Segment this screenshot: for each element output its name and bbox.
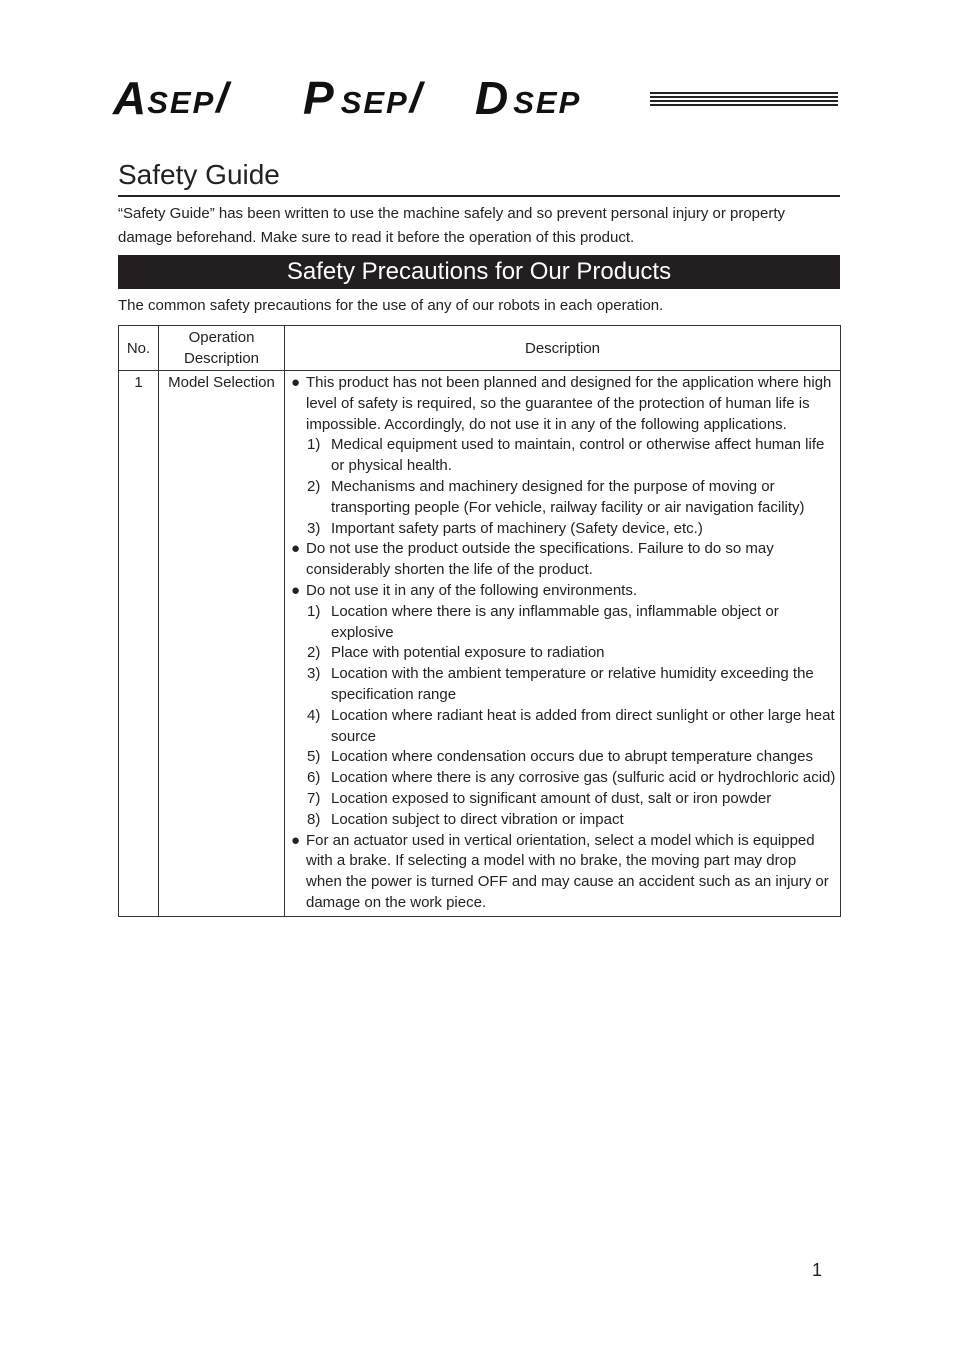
common-precautions-text: The common safety precautions for the use of any of our robots in each operation.	[118, 297, 664, 314]
row-operation: Model Selection	[159, 371, 285, 917]
page-title: Safety Guide	[118, 156, 840, 197]
list-item-text: Mechanisms and machinery designed for the purpose of moving or transporting people (For vehicle, railway facility or air navigation facility)	[331, 477, 805, 516]
logo-psep: P SEP /	[303, 72, 423, 124]
numbered-item	[291, 664, 836, 706]
page-number: 1	[812, 1260, 823, 1280]
numbered-item	[291, 435, 836, 477]
product-logo	[113, 74, 839, 122]
bullet-item	[291, 539, 836, 581]
table-row	[119, 371, 841, 917]
bullet-item	[291, 831, 836, 914]
bullet-mark: ●	[291, 540, 301, 558]
header-no: No.	[119, 326, 159, 371]
bullet-mark: ●	[291, 831, 301, 849]
row-description	[285, 371, 841, 917]
numbered-item	[291, 519, 836, 540]
item-number: 2)	[307, 644, 321, 662]
list-item-text: This product has not been planned and designed for the application where high level of safety is required, so the guarantee of the protection of human life is impossible. Accordingly, do not use it in any of the following applications.	[306, 374, 832, 433]
numbered-item	[291, 768, 836, 789]
section-banner: Safety Precautions for Our Products	[118, 255, 840, 289]
item-number: 4)	[307, 706, 321, 724]
list-item-text: Place with potential exposure to radiation	[331, 644, 605, 662]
numbered-item	[291, 810, 836, 831]
row-number: 1	[119, 371, 159, 917]
bullet-item	[291, 373, 836, 435]
item-number: 5)	[307, 748, 321, 766]
list-item-text: For an actuator used in vertical orientation, select a model which is equipped with a brake. If selecting a model with no brake, the moving part may drop when the power is turned OFF and may cause an accident such as an injury or damage on the work piece.	[306, 831, 829, 911]
item-number: 7)	[307, 789, 321, 807]
item-number: 8)	[307, 810, 321, 828]
list-item-text: Location exposed to significant amount of dust, salt or iron powder	[331, 789, 772, 807]
intro-paragraph: “Safety Guide” has been written to use the machine safely and so prevent personal injury or property damage beforehand. Make sure to read it before the operation of this product.	[118, 205, 786, 246]
logo-dsep: D SEP	[475, 72, 582, 124]
item-number: 3)	[307, 665, 321, 683]
item-number: 1)	[307, 436, 321, 454]
header-operation-line2: Description	[183, 350, 260, 367]
item-number: 3)	[307, 519, 321, 537]
logo-asep: A SEP /	[113, 72, 229, 124]
numbered-item	[291, 789, 836, 810]
item-number: 2)	[307, 477, 321, 495]
table-header-row	[119, 326, 841, 371]
safety-table	[118, 325, 841, 917]
list-item-text: Do not use the product outside the specifications. Failure to do so may considerably shorten the life of the product.	[306, 540, 774, 579]
list-item-text: Location with the ambient temperature or relative humidity exceeding the specification range	[331, 665, 814, 703]
header-description: Description	[285, 326, 841, 371]
list-item-text: Location where condensation occurs due to abrupt temperature changes	[331, 748, 813, 766]
list-item-text: Location where there is any inflammable gas, inflammable object or explosive	[331, 602, 779, 641]
header-operation	[159, 326, 285, 371]
item-number: 1)	[307, 602, 321, 620]
list-item-text: Do not use it in any of the following environments.	[306, 581, 638, 599]
list-item-text: Medical equipment used to maintain, control or otherwise affect human life or physical health.	[331, 436, 825, 475]
item-number: 6)	[307, 769, 321, 787]
numbered-item	[291, 747, 836, 768]
list-item-text: Location where there is any corrosive gas (sulfuric acid or hydrochloric acid)	[331, 769, 836, 787]
list-item-text: Location where radiant heat is added from direct sunlight or other large heat source	[331, 706, 835, 745]
numbered-item	[291, 477, 836, 519]
bullet-mark: ●	[291, 581, 301, 599]
bullet-item	[291, 581, 836, 602]
header-operation-line1: Operation	[188, 329, 255, 346]
list-item-text: Location subject to direct vibration or impact	[331, 810, 624, 828]
list-item-text: Important safety parts of machinery (Safety device, etc.)	[331, 519, 703, 537]
numbered-item	[291, 643, 836, 664]
logo-rule-lines	[650, 92, 838, 110]
numbered-item	[291, 706, 836, 748]
numbered-item	[291, 602, 836, 644]
bullet-mark: ●	[291, 374, 301, 391]
